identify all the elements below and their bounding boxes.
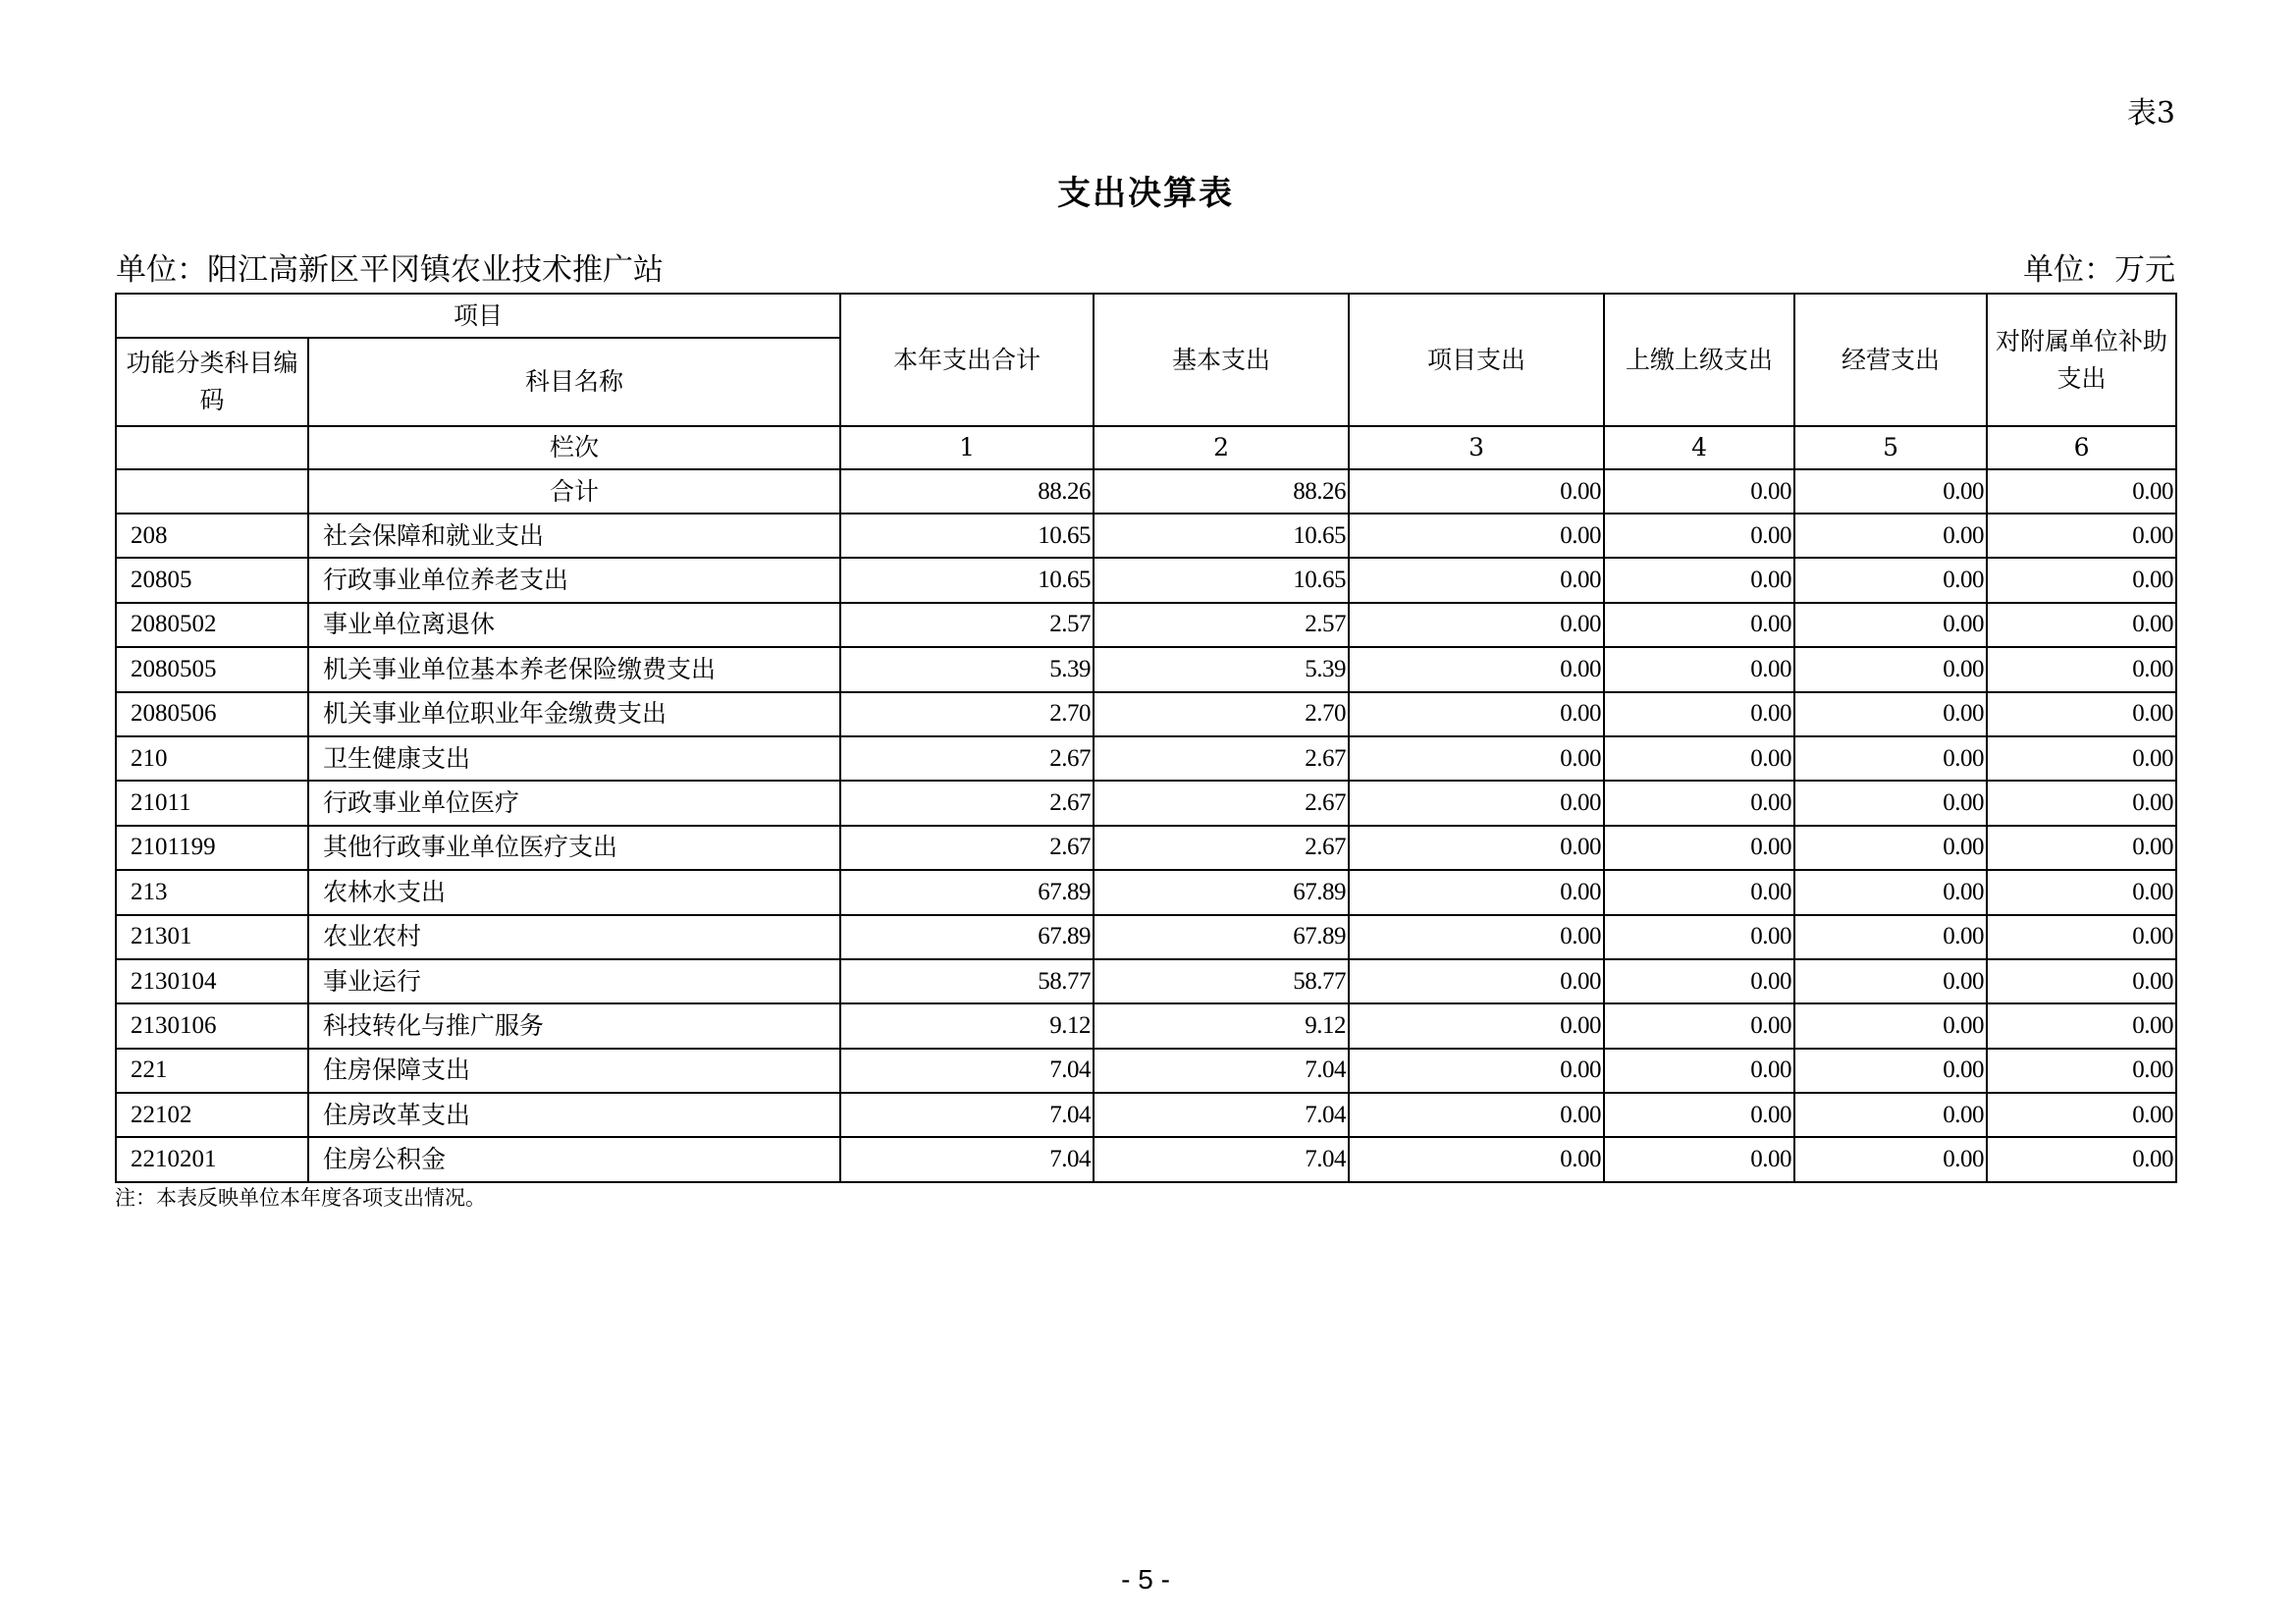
subject-name: 事业运行	[308, 959, 840, 1003]
amount-cell: 0.00	[1604, 647, 1794, 691]
amount-cell: 2.70	[1094, 692, 1349, 736]
subject-name: 行政事业单位医疗	[308, 781, 840, 825]
amount-cell: 0.00	[1794, 915, 1987, 959]
amount-cell: 7.04	[840, 1049, 1094, 1093]
amount-cell: 0.00	[1987, 692, 2176, 736]
subject-name: 其他行政事业单位医疗支出	[308, 826, 840, 870]
header-row-1	[116, 294, 2176, 338]
amount-cell: 0.00	[1604, 558, 1794, 602]
amount-cell: 58.77	[1094, 959, 1349, 1003]
amount-cell: 0.00	[1794, 959, 1987, 1003]
amount-cell: 0.00	[1794, 1093, 1987, 1137]
amount-cell: 58.77	[840, 959, 1094, 1003]
total-row	[116, 469, 2176, 514]
amount-cell: 0.00	[1349, 1003, 1604, 1048]
header-subsidy: 对附属单位补助支出	[1987, 294, 2176, 426]
amount-cell: 0.00	[1794, 736, 1987, 781]
subject-code: 2080505	[116, 647, 308, 691]
subject-name: 卫生健康支出	[308, 736, 840, 781]
amount-cell: 0.00	[1349, 603, 1604, 647]
table-row	[116, 915, 2176, 959]
amount-cell: 10.65	[1094, 514, 1349, 558]
subject-name: 机关事业单位职业年金缴费支出	[308, 692, 840, 736]
subject-name: 科技转化与推广服务	[308, 1003, 840, 1048]
amount-cell: 0.00	[1604, 915, 1794, 959]
amount-cell: 0.00	[1604, 514, 1794, 558]
header-upper-remittance: 上缴上级支出	[1604, 294, 1794, 426]
amount-cell: 0.00	[1604, 1003, 1794, 1048]
amount-cell: 0.00	[1349, 1049, 1604, 1093]
total-value: 88.26	[840, 469, 1094, 514]
amount-cell: 0.00	[1794, 692, 1987, 736]
column-index: 2	[1094, 426, 1349, 469]
footnote: 注：本表反映单位本年度各项支出情况。	[115, 1186, 486, 1210]
amount-cell: 7.04	[1094, 1137, 1349, 1181]
header-total: 本年支出合计	[840, 294, 1094, 426]
table-row	[116, 736, 2176, 781]
column-index-code-cell	[116, 426, 308, 469]
amount-cell: 2.67	[840, 781, 1094, 825]
table-row	[116, 692, 2176, 736]
amount-cell: 0.00	[1349, 781, 1604, 825]
amount-cell: 67.89	[1094, 870, 1349, 914]
header-business: 经营支出	[1794, 294, 1987, 426]
total-code	[116, 469, 308, 514]
table-number: 表3	[2126, 96, 2175, 131]
amount-cell: 0.00	[1987, 781, 2176, 825]
amount-cell: 0.00	[1987, 1093, 2176, 1137]
amount-cell: 0.00	[1794, 1137, 1987, 1181]
amount-cell: 2.70	[840, 692, 1094, 736]
total-value: 0.00	[1604, 469, 1794, 514]
amount-cell: 0.00	[1987, 826, 2176, 870]
subject-code: 2080502	[116, 603, 308, 647]
column-index: 4	[1604, 426, 1794, 469]
subject-code: 20805	[116, 558, 308, 602]
amount-cell: 7.04	[1094, 1093, 1349, 1137]
amount-cell: 67.89	[1094, 915, 1349, 959]
table-row	[116, 959, 2176, 1003]
column-index-label: 栏次	[308, 426, 840, 469]
amount-cell: 0.00	[1794, 781, 1987, 825]
amount-cell: 0.00	[1987, 558, 2176, 602]
amount-cell: 2.57	[840, 603, 1094, 647]
amount-cell: 0.00	[1604, 826, 1794, 870]
amount-cell: 0.00	[1349, 692, 1604, 736]
amount-cell: 0.00	[1794, 603, 1987, 647]
amount-cell: 0.00	[1794, 1049, 1987, 1093]
amount-cell: 0.00	[1987, 603, 2176, 647]
subject-code: 2210201	[116, 1137, 308, 1181]
total-value: 0.00	[1794, 469, 1987, 514]
header-project: 项目	[116, 294, 840, 338]
amount-cell: 0.00	[1604, 692, 1794, 736]
table-row	[116, 826, 2176, 870]
amount-cell: 0.00	[1604, 870, 1794, 914]
amount-cell: 7.04	[840, 1137, 1094, 1181]
amount-cell: 0.00	[1987, 647, 2176, 691]
amount-cell: 0.00	[1794, 558, 1987, 602]
column-index-row	[116, 426, 2176, 469]
amount-cell: 0.00	[1349, 870, 1604, 914]
amount-cell: 0.00	[1987, 959, 2176, 1003]
amount-cell: 9.12	[1094, 1003, 1349, 1048]
amount-cell: 10.65	[840, 514, 1094, 558]
amount-cell: 0.00	[1987, 1003, 2176, 1048]
table-row	[116, 1093, 2176, 1137]
subject-name: 住房改革支出	[308, 1093, 840, 1137]
subject-code: 210	[116, 736, 308, 781]
amount-cell: 0.00	[1987, 1049, 2176, 1093]
amount-cell: 0.00	[1987, 1137, 2176, 1181]
amount-cell: 10.65	[1094, 558, 1349, 602]
amount-cell: 0.00	[1604, 781, 1794, 825]
column-index: 6	[1987, 426, 2176, 469]
expenditure-table	[115, 293, 2177, 1183]
table-row	[116, 647, 2176, 691]
table-row	[116, 514, 2176, 558]
subject-code: 2080506	[116, 692, 308, 736]
total-value: 0.00	[1987, 469, 2176, 514]
amount-cell: 0.00	[1794, 1003, 1987, 1048]
amount-cell: 0.00	[1349, 736, 1604, 781]
amount-cell: 2.57	[1094, 603, 1349, 647]
amount-cell: 0.00	[1794, 826, 1987, 870]
amount-cell: 0.00	[1349, 1093, 1604, 1137]
table-row	[116, 1049, 2176, 1093]
amount-cell: 5.39	[1094, 647, 1349, 691]
amount-cell: 0.00	[1987, 736, 2176, 781]
subject-name: 社会保障和就业支出	[308, 514, 840, 558]
column-index: 5	[1794, 426, 1987, 469]
header-project-expenditure: 项目支出	[1349, 294, 1604, 426]
subject-name: 行政事业单位养老支出	[308, 558, 840, 602]
table-row	[116, 1003, 2176, 1048]
amount-cell: 0.00	[1794, 647, 1987, 691]
amount-cell: 67.89	[840, 870, 1094, 914]
amount-cell: 5.39	[840, 647, 1094, 691]
table-row	[116, 558, 2176, 602]
amount-cell: 2.67	[840, 736, 1094, 781]
table-row	[116, 603, 2176, 647]
total-value: 88.26	[1094, 469, 1349, 514]
amount-cell: 0.00	[1794, 514, 1987, 558]
amount-cell: 2.67	[1094, 736, 1349, 781]
amount-cell: 0.00	[1349, 826, 1604, 870]
header-code: 功能分类科目编码	[116, 338, 308, 426]
amount-cell: 0.00	[1349, 1137, 1604, 1181]
amount-cell: 0.00	[1604, 1049, 1794, 1093]
subject-code: 21011	[116, 781, 308, 825]
amount-cell: 0.00	[1604, 736, 1794, 781]
amount-cell: 67.89	[840, 915, 1094, 959]
amount-cell: 7.04	[840, 1093, 1094, 1137]
amount-cell: 0.00	[1604, 1137, 1794, 1181]
currency-unit-label: 单位：万元	[2023, 252, 2175, 288]
page-number: - 5 -	[1121, 1564, 1170, 1595]
amount-cell: 0.00	[1604, 959, 1794, 1003]
page-title: 支出决算表	[1057, 174, 1234, 213]
subject-code: 221	[116, 1049, 308, 1093]
amount-cell: 0.00	[1349, 647, 1604, 691]
subject-name: 农林水支出	[308, 870, 840, 914]
amount-cell: 0.00	[1604, 1093, 1794, 1137]
subject-code: 22102	[116, 1093, 308, 1137]
table-row	[116, 781, 2176, 825]
amount-cell: 9.12	[840, 1003, 1094, 1048]
amount-cell: 2.67	[1094, 826, 1349, 870]
table-row	[116, 870, 2176, 914]
column-index: 3	[1349, 426, 1604, 469]
subject-name: 事业单位离退休	[308, 603, 840, 647]
subject-code: 213	[116, 870, 308, 914]
header-basic: 基本支出	[1094, 294, 1349, 426]
subject-code: 2130104	[116, 959, 308, 1003]
subject-code: 2101199	[116, 826, 308, 870]
amount-cell: 2.67	[1094, 781, 1349, 825]
total-label: 合计	[308, 469, 840, 514]
amount-cell: 0.00	[1349, 514, 1604, 558]
subject-code: 2130106	[116, 1003, 308, 1048]
subject-name: 机关事业单位基本养老保险缴费支出	[308, 647, 840, 691]
subject-code: 21301	[116, 915, 308, 959]
subject-name: 农业农村	[308, 915, 840, 959]
total-value: 0.00	[1349, 469, 1604, 514]
amount-cell: 0.00	[1349, 959, 1604, 1003]
amount-cell: 2.67	[840, 826, 1094, 870]
amount-cell: 0.00	[1349, 915, 1604, 959]
amount-cell: 10.65	[840, 558, 1094, 602]
subject-code: 208	[116, 514, 308, 558]
amount-cell: 0.00	[1794, 870, 1987, 914]
subject-name: 住房公积金	[308, 1137, 840, 1181]
amount-cell: 7.04	[1094, 1049, 1349, 1093]
column-index: 1	[840, 426, 1094, 469]
subject-name: 住房保障支出	[308, 1049, 840, 1093]
amount-cell: 0.00	[1987, 915, 2176, 959]
amount-cell: 0.00	[1987, 870, 2176, 914]
header-name: 科目名称	[308, 338, 840, 426]
amount-cell: 0.00	[1349, 558, 1604, 602]
organization-label: 单位：阳江高新区平冈镇农业技术推广站	[116, 252, 664, 288]
amount-cell: 0.00	[1604, 603, 1794, 647]
amount-cell: 0.00	[1987, 514, 2176, 558]
table-row	[116, 1137, 2176, 1181]
